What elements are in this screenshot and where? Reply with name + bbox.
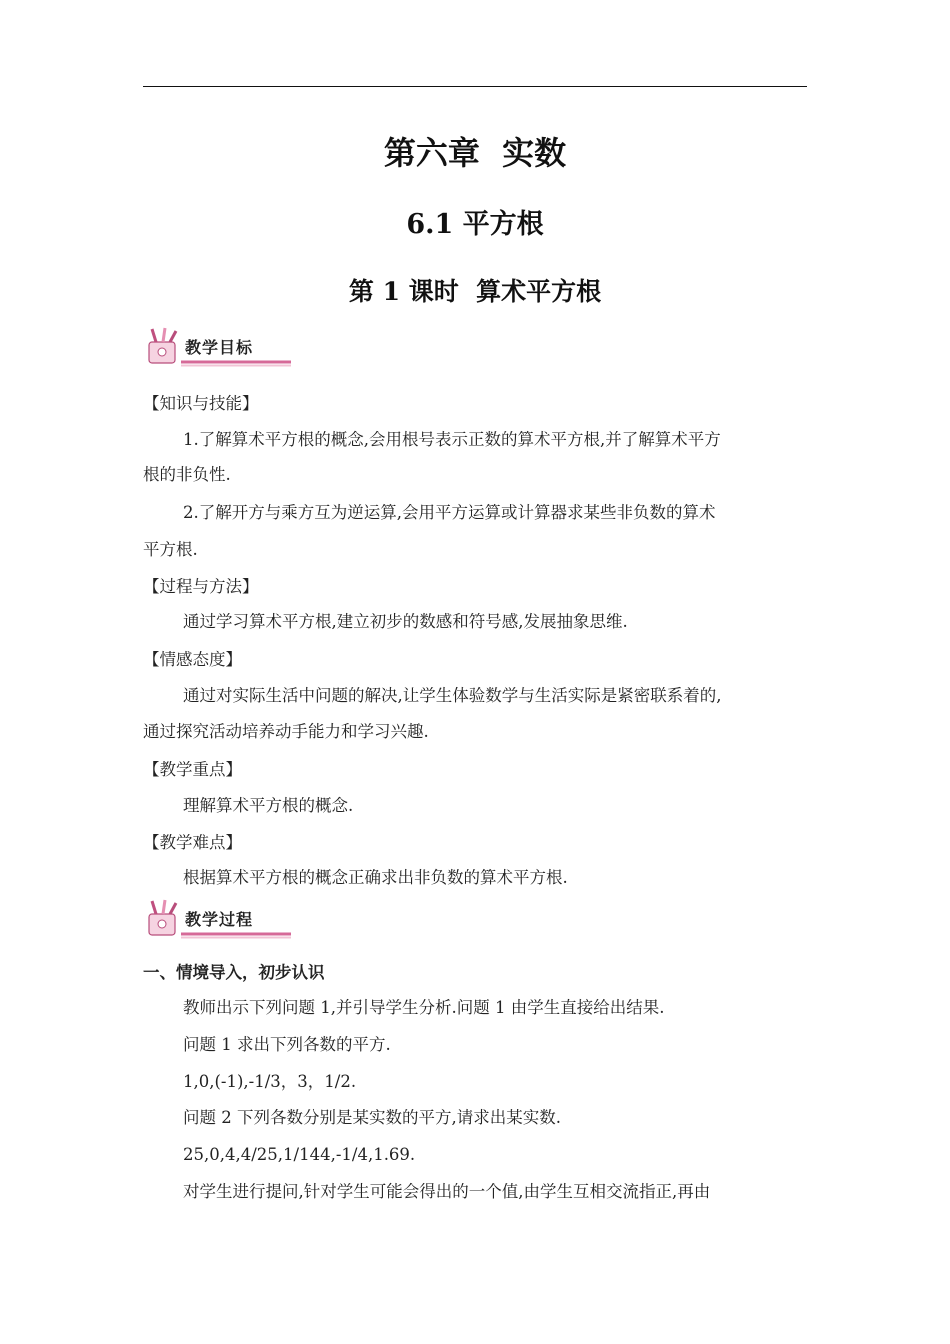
goals-badge-label: 教学目标: [185, 338, 254, 357]
lesson-title: 第 1 课时 算术平方根: [348, 277, 602, 306]
header-rule: [143, 86, 807, 87]
key-point-text: 理解算术平方根的概念.: [183, 796, 354, 815]
emotion-heading: 【情感态度】: [143, 650, 242, 669]
knowledge-heading: 【知识与技能】: [143, 394, 259, 413]
difficulty-heading: 【教学难点】: [143, 833, 242, 852]
question-2-values: 25,0,4,4/25,1/144,-1/4,1.69.: [183, 1145, 416, 1164]
emotion-text-a: 通过对实际生活中问题的解决,让学生体验数学与生活实际是紧密联系着的,: [183, 686, 722, 705]
follow-up-text: 对学生进行提问,针对学生可能会得出的一个值,由学生互相交流指正,再由: [183, 1182, 711, 1201]
process-badge-label: 教学过程: [185, 910, 254, 929]
knowledge-item-1a: 1.了解算术平方根的概念,会用根号表示正数的算术平方根,并了解算术平方: [183, 430, 721, 449]
key-point-heading: 【教学重点】: [143, 760, 242, 779]
intro-text: 教师出示下列问题 1,并引导学生分析.问题 1 由学生直接给出结果.: [183, 998, 665, 1017]
goals-badge: [143, 327, 293, 367]
knowledge-item-2a: 2.了解开方与乘方互为逆运算,会用平方运算或计算器求某些非负数的算术: [183, 503, 716, 522]
question-1: 问题 1 求出下列各数的平方.: [183, 1035, 391, 1054]
chapter-title: 第六章 实数: [383, 134, 567, 172]
process-badge: [143, 899, 293, 939]
section-title: 6.1 平方根: [406, 209, 544, 240]
knowledge-item-2b: 平方根.: [143, 540, 198, 559]
difficulty-text: 根据算术平方根的概念正确求出非负数的算术平方根.: [183, 868, 568, 887]
question-2: 问题 2 下列各数分别是某实数的平方,请求出某实数.: [183, 1108, 561, 1127]
part1-heading: 一、情境导入，初步认识: [143, 963, 325, 982]
emotion-text-b: 通过探究活动培养动手能力和学习兴趣.: [143, 722, 429, 741]
process-heading: 【过程与方法】: [143, 577, 259, 596]
process-text: 通过学习算术平方根,建立初步的数感和符号感,发展抽象思维.: [183, 612, 628, 631]
question-1-values: 1,0,(-1),-1/3，3，1/2.: [183, 1072, 357, 1091]
knowledge-item-1b: 根的非负性.: [143, 465, 231, 484]
